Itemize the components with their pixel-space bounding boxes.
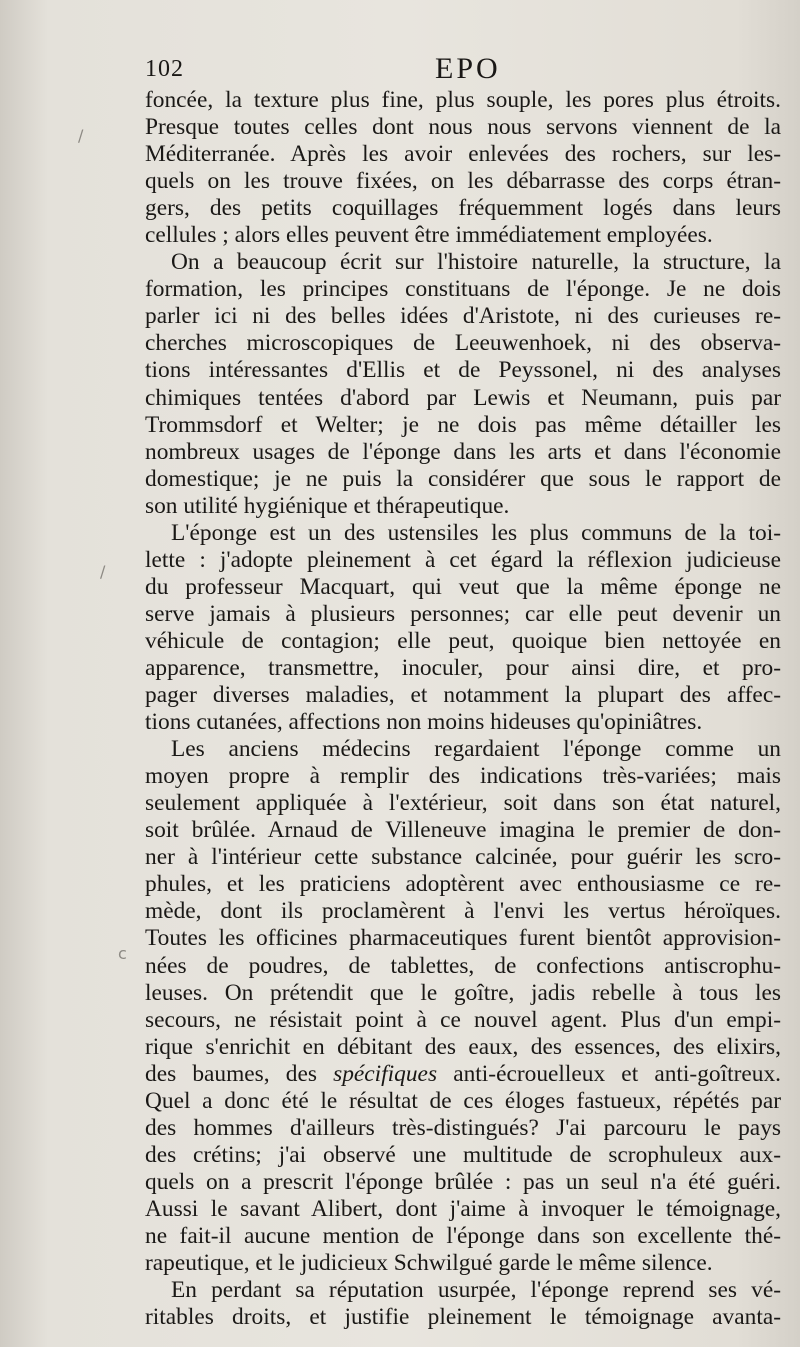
margin-tick: / xyxy=(100,562,106,581)
text-line: soit brûlée. Arnaud de Villeneuve imagina le premier de don- xyxy=(145,817,781,844)
text-line: En perdant sa réputation usurpée, l'éponge reprend ses vé- xyxy=(171,1277,781,1304)
text-line: Quel a donc été le résultat de ces éloges fastueux, répétés par xyxy=(145,1087,781,1114)
text-line: phules, et les praticiens adoptèrent avec enthousiasme ce re- xyxy=(145,871,781,898)
text-line: moyen propre à remplir des indications très-variées; mais xyxy=(145,763,781,790)
text-line: des hommes d'ailleurs très-distingués? J'ai parcouru le pays xyxy=(145,1114,781,1141)
margin-tick: c xyxy=(118,944,127,963)
text-line: Les anciens médecins regardaient l'éponge comme un xyxy=(171,736,781,763)
text-line: tions cutanées, affections non moins hideuses qu'opiniâtres. xyxy=(145,709,703,736)
text-line: mède, dont ils proclamèrent à l'envi les vertus héroïques. xyxy=(145,898,781,925)
text-line: ritables droits, et justifie pleinement le témoignage avanta- xyxy=(145,1304,781,1331)
text-line: du professeur Macquart, qui veut que la même éponge ne xyxy=(145,573,781,600)
text-line: pager diverses maladies, et notamment la plupart des affec- xyxy=(145,682,781,709)
text-line: formation, les principes constituans de l'éponge. Je ne dois xyxy=(145,276,781,303)
text-line: ne fait-il aucune mention de l'éponge dans son excellente thé- xyxy=(145,1222,781,1249)
text-line: ner à l'intérieur cette substance calcinée, pour guérir les scro- xyxy=(145,844,781,871)
body-text xyxy=(145,87,781,1331)
text-line: On a beaucoup écrit sur l'histoire naturelle, la structure, la xyxy=(171,249,781,276)
text-line: apparence, transmettre, inoculer, pour ainsi dire, et pro- xyxy=(145,654,781,681)
text-segment: anti-écrouelleux et anti-goîtreux. xyxy=(453,1060,781,1087)
italic-term: spécifiques xyxy=(333,1060,438,1087)
page-number: 102 xyxy=(145,56,184,82)
text-line: domestique; je ne puis la considérer que sous le rapport de xyxy=(145,465,781,492)
text-line: seulement appliquée à l'extérieur, soit dans son état naturel, xyxy=(145,790,781,817)
text-line: Presque toutes celles dont nous nous servons viennent de la xyxy=(145,114,781,141)
text-line: quels on a prescrit l'éponge brûlée : pas un seul n'a été guéri. xyxy=(145,1168,781,1195)
text-line: Méditerranée. Après les avoir enlevées des rochers, sur les- xyxy=(145,141,781,168)
text-line: chimiques tentées d'abord par Lewis et Neumann, puis par xyxy=(145,384,781,411)
margin-tick: / xyxy=(78,126,84,145)
text-line: Toutes les officines pharmaceutiques furent bientôt approvision- xyxy=(145,925,781,952)
text-line: cherches microscopiques de Leeuwenhoek, ni des observa- xyxy=(145,330,781,357)
text-line: serve jamais à plusieurs personnes; car elle peut devenir un xyxy=(145,600,781,627)
text-line: cellules ; alors elles peuvent être immédiatement employées. xyxy=(145,222,713,249)
text-line: parler ici ni des belles idées d'Aristote, ni des curieuses re- xyxy=(145,303,781,330)
text-line: rique s'enrichit en débitant des eaux, des essences, des elixirs, xyxy=(145,1033,781,1060)
text-segment: des baumes, des xyxy=(145,1060,317,1087)
running-head-word: EPO xyxy=(435,52,501,85)
text-line: leuses. On prétendit que le goître, jadis rebelle à tous les xyxy=(145,979,781,1006)
text-line: nées de poudres, de tablettes, de confections antiscrophu- xyxy=(145,952,781,979)
text-line: gers, des petits coquillages fréquemment logés dans leurs xyxy=(145,195,781,222)
text-line: Trommsdorf et Welter; je ne dois pas même détailler les xyxy=(145,411,781,438)
text-line: tions intéressantes d'Ellis et de Peyssonel, ni des analyses xyxy=(145,357,781,384)
text-line: foncée, la texture plus fine, plus souple, les pores plus étroits. xyxy=(145,87,781,113)
text-line: nombreux usages de l'éponge dans les arts et dans l'économie xyxy=(145,438,781,465)
running-head xyxy=(145,52,780,86)
text-line: véhicule de contagion; elle peut, quoique bien nettoyée en xyxy=(145,627,781,654)
text-line: lette : j'adopte pleinement à cet égard la réflexion judicieuse xyxy=(145,546,781,573)
text-line: secours, ne résistait point à ce nouvel agent. Plus d'un empi- xyxy=(145,1006,781,1033)
text-line: son utilité hygiénique et thérapeutique. xyxy=(145,492,510,519)
text-line xyxy=(145,1061,781,1088)
text-line: Aussi le savant Alibert, dont j'aime à invoquer le témoignage, xyxy=(145,1195,781,1222)
text-line: quels on les trouve fixées, on les débarrasse des corps étran- xyxy=(145,168,781,195)
text-line: L'éponge est un des ustensiles les plus communs de la toi- xyxy=(171,519,781,546)
text-line: des crétins; j'ai observé une multitude de scrophuleux aux- xyxy=(145,1141,781,1168)
text-line: rapeutique, et le judicieux Schwilgué garde le même silence. xyxy=(145,1250,713,1277)
